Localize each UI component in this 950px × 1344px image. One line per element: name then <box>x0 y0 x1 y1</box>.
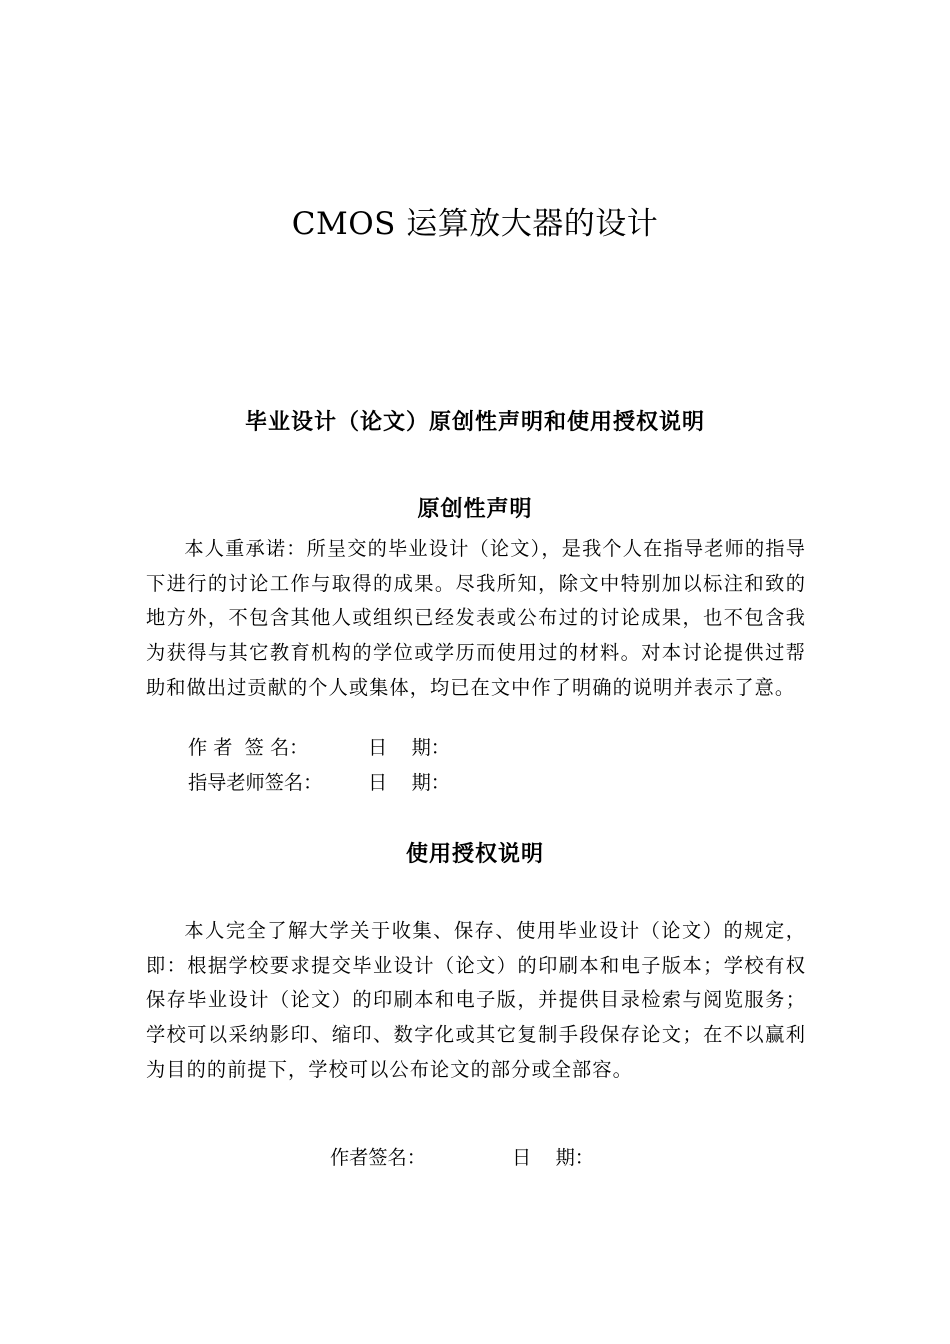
declaration-main-heading: 毕业设计（论文）原创性声明和使用授权说明 <box>244 410 705 435</box>
authorization-heading: 使用授权说明 <box>405 842 544 867</box>
originality-heading: 原创性声明 <box>417 497 533 522</box>
thesis-title: CMOS 运算放大器的设计 <box>291 206 659 242</box>
originality-paragraph: 本人重承诺：所呈交的毕业设计（论文），是我个人在指导老师的指导下进行的讨论工作与取得的成果。尽我所知，除文中特别加以标注和致的地方外，不包含其他人或组织已经发表或公布过的讨论成果，也不包含我为获得与其它教育机构的学位或学历而使用过的材料。对本讨论提供过帮助和做出过贡献的个人或集体，均已在文中作了明确的说明并表示了意。 <box>146 537 806 699</box>
advisor-signature-label: 指导老师签名： <box>188 771 323 794</box>
final-author-date-label: 日 期： <box>512 1146 594 1169</box>
author-date-label: 日 期： <box>368 736 450 759</box>
final-signature-line <box>330 1141 594 1277</box>
advisor-signature-line <box>188 766 450 902</box>
authorization-paragraph: 本人完全了解大学关于收集、保存、使用毕业设计（论文）的规定，即：根据学校要求提交毕业设计（论文）的印刷本和电子版本；学校有权保存毕业设计（论文）的印刷本和电子版，并提供目录检索与阅览服务；学校可以采纳影印、缩印、数字化或其它复制手段保存论文；在不以赢利为目的的前提下，学校可以公布论文的部分或全部容。 <box>146 919 806 1081</box>
advisor-date-label: 日 期： <box>368 771 450 794</box>
final-author-signature-label: 作者签名： <box>330 1146 426 1169</box>
author-signature-label: 作 者 签 名： <box>188 736 309 759</box>
